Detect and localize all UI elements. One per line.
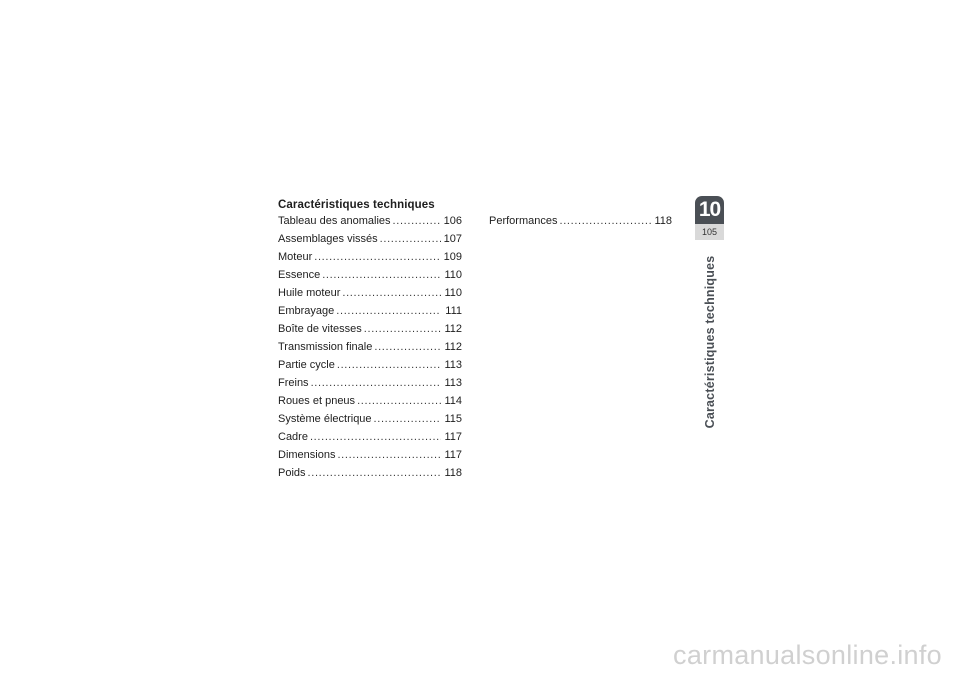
toc-entry-page: 109	[443, 251, 462, 263]
toc-entry[interactable]	[278, 248, 462, 266]
toc-entry-label: Dimensions	[278, 449, 336, 461]
toc-entry-label: Partie cycle	[278, 359, 335, 371]
dot-leader	[337, 356, 441, 374]
toc-entry-page: 112	[444, 323, 462, 335]
toc-entry-page: 111	[445, 305, 462, 317]
section-title: Caractéristiques techniques	[278, 199, 435, 211]
chapter-tab	[695, 196, 724, 240]
toc-right-column	[489, 212, 672, 230]
toc-entry[interactable]	[278, 374, 462, 392]
toc-entry-page: 117	[444, 431, 462, 443]
toc-entry-label: Roues et pneus	[278, 395, 356, 407]
dot-leader	[337, 446, 441, 464]
toc-entry-label: Embrayage	[278, 305, 335, 317]
toc-entry[interactable]	[278, 320, 462, 338]
dot-leader	[310, 428, 441, 446]
toc-entry-page: 118	[654, 215, 672, 227]
toc-entry-label: Système électrique	[278, 413, 372, 425]
toc-entry-page: 115	[444, 413, 462, 425]
dot-leader	[374, 410, 441, 428]
toc-entry[interactable]	[489, 212, 672, 230]
dot-leader	[559, 212, 651, 230]
toc-entry-page: 114	[444, 395, 462, 407]
toc-entry-label: Poids	[278, 467, 306, 479]
dot-leader	[311, 374, 441, 392]
toc-entry-label: Huile moteur	[278, 287, 341, 299]
dot-leader	[308, 464, 441, 482]
page-number: 105	[701, 227, 718, 237]
toc-entry[interactable]	[278, 446, 462, 464]
toc-entry-page: 107	[443, 233, 462, 245]
toc-entry-label: Performances	[489, 215, 558, 227]
dot-leader	[364, 320, 441, 338]
toc-entry-page: 118	[444, 467, 462, 479]
toc-entry[interactable]	[278, 392, 462, 410]
toc-entry-label: Boîte de vitesses	[278, 323, 362, 335]
toc-entry[interactable]	[278, 284, 462, 302]
toc-entry-page: 113	[444, 377, 462, 389]
dot-leader	[380, 230, 441, 248]
toc-entry-page: 106	[443, 215, 462, 227]
toc-entry-label: Tableau des anomalies	[278, 215, 391, 227]
dot-leader	[357, 392, 441, 410]
toc-entry-label: Transmission finale	[278, 341, 373, 353]
toc-entry[interactable]	[278, 410, 462, 428]
page-number-box	[695, 224, 724, 240]
toc-entry-page: 117	[444, 449, 462, 461]
toc-entry[interactable]	[278, 428, 462, 446]
toc-entry[interactable]	[278, 338, 462, 356]
toc-entry[interactable]	[278, 230, 462, 248]
dot-leader	[322, 266, 441, 284]
toc-entry-label: Cadre	[278, 431, 308, 443]
toc-entry-label: Assemblages vissés	[278, 233, 378, 245]
toc-left-column	[278, 212, 462, 482]
dot-leader	[342, 284, 441, 302]
toc-entry[interactable]	[278, 266, 462, 284]
toc-entry-page: 112	[444, 341, 462, 353]
dot-leader	[336, 302, 441, 320]
toc-entry[interactable]	[278, 212, 462, 230]
chapter-side-title: Caractéristiques techniques	[703, 255, 717, 429]
toc-entry-page: 110	[444, 287, 462, 299]
dot-leader	[393, 212, 441, 230]
toc-entry-label: Freins	[278, 377, 309, 389]
dot-leader	[314, 248, 440, 266]
toc-entry[interactable]	[278, 464, 462, 482]
toc-entry-label: Essence	[278, 269, 321, 281]
toc-entry-page: 110	[444, 269, 462, 281]
toc-entry[interactable]	[278, 302, 462, 320]
chapter-number: 10	[698, 198, 721, 221]
toc-entry[interactable]	[278, 356, 462, 374]
toc-entry-label: Moteur	[278, 251, 313, 263]
dot-leader	[374, 338, 441, 356]
toc-entry-page: 113	[444, 359, 462, 371]
watermark: carmanualsonline.info	[673, 640, 942, 670]
